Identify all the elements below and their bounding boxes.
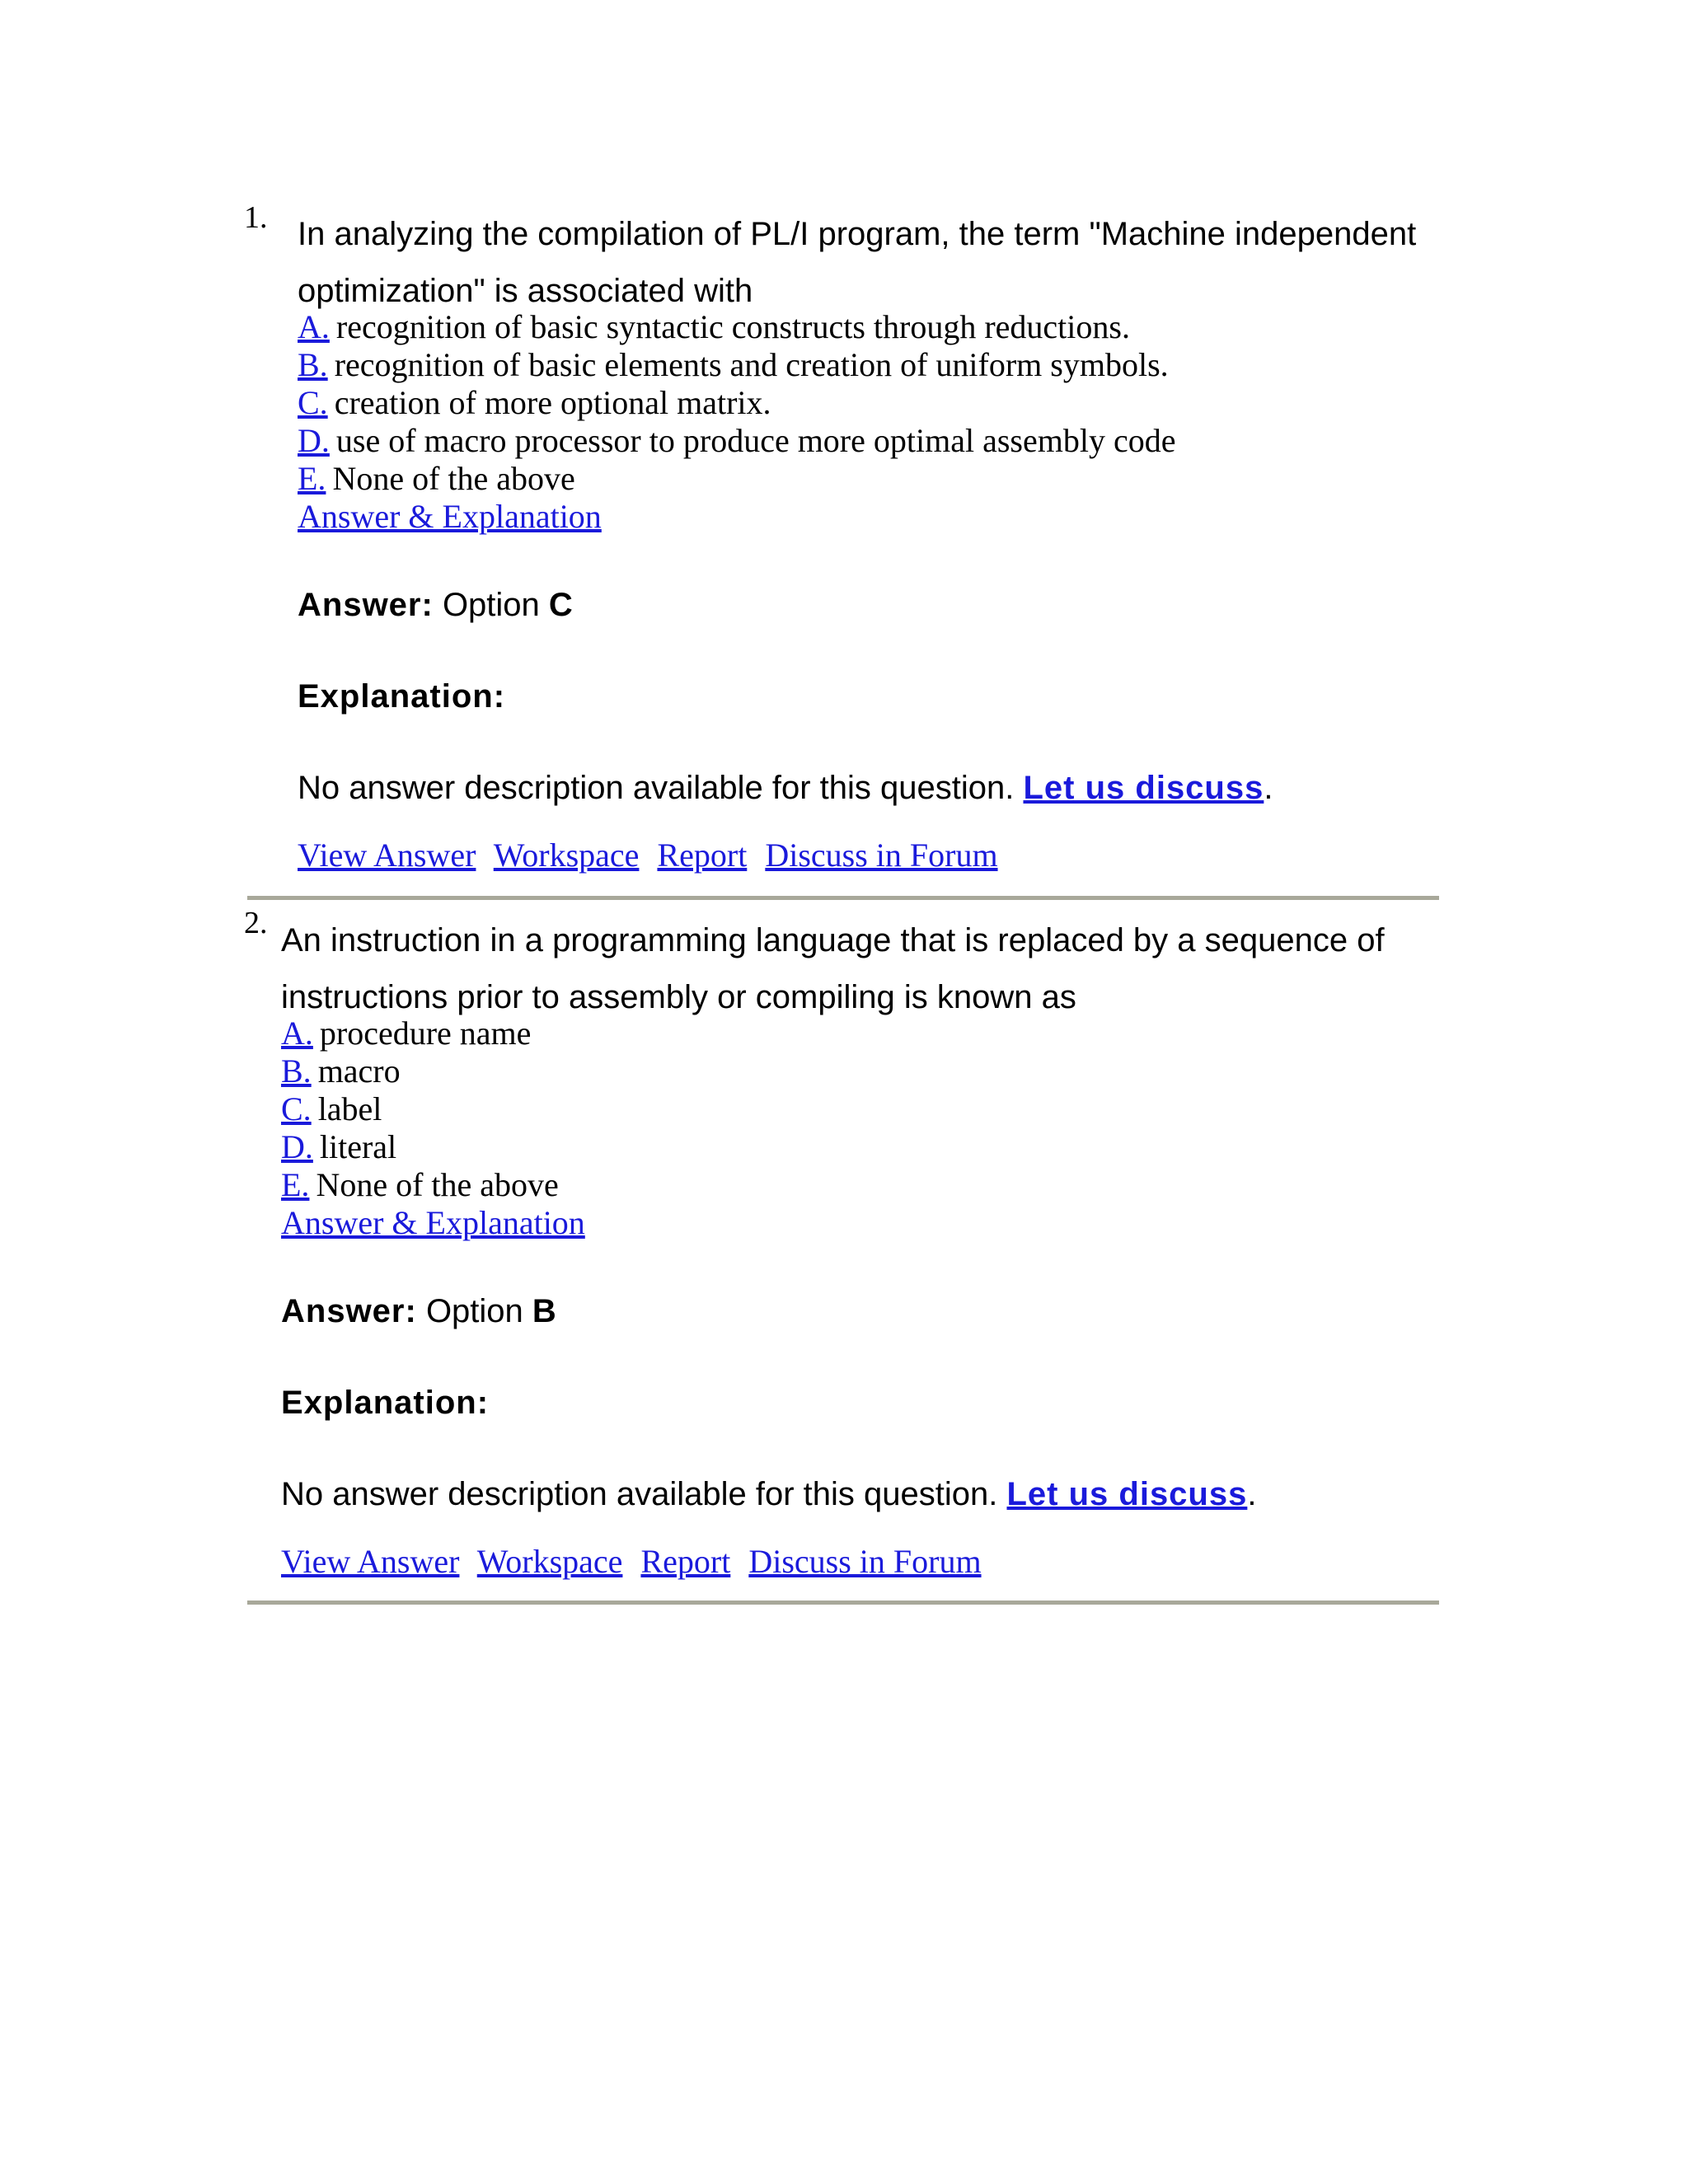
question-block-2 bbox=[281, 912, 1451, 1581]
explanation-label-1: Explanation: bbox=[298, 678, 506, 715]
view-answer-link-1[interactable]: View Answer bbox=[298, 837, 476, 874]
option-1-d bbox=[298, 422, 1451, 460]
option-2-e bbox=[281, 1166, 1451, 1204]
question-text-1-line2: optimization" is associated with bbox=[298, 273, 753, 309]
option-2-c-text: label bbox=[317, 1090, 382, 1127]
view-answer-link-2[interactable]: View Answer bbox=[281, 1543, 460, 1580]
option-2-a-text: procedure name bbox=[319, 1015, 532, 1052]
option-2-b bbox=[281, 1052, 1451, 1090]
discuss-period-2: . bbox=[1247, 1476, 1257, 1512]
answer-value-2: B bbox=[532, 1293, 557, 1329]
explanation-text-row-1 bbox=[298, 770, 1451, 807]
option-2-d-text: literal bbox=[319, 1128, 397, 1165]
option-1-e-text: None of the above bbox=[332, 460, 575, 497]
option-1-a bbox=[298, 308, 1451, 346]
option-1-c-text: creation of more optional matrix. bbox=[334, 384, 771, 421]
question-text-2-line1: An instruction in a programming language that is replaced by a sequence of bbox=[281, 922, 1385, 958]
footer-links-2 bbox=[281, 1543, 1451, 1581]
question-number-1: 1. bbox=[244, 200, 268, 235]
option-1-c-link[interactable]: C. bbox=[298, 384, 328, 421]
question-block-1 bbox=[298, 206, 1451, 874]
discuss-period-1: . bbox=[1264, 770, 1273, 806]
discuss-forum-link-2[interactable]: Discuss in Forum bbox=[748, 1543, 982, 1580]
answer-line-1 bbox=[298, 587, 1451, 624]
workspace-link-2[interactable]: Workspace bbox=[476, 1543, 623, 1580]
answer-prefix-1: Option bbox=[442, 587, 540, 623]
question-text-2 bbox=[281, 912, 1451, 1026]
divider-1 bbox=[247, 896, 1439, 900]
answer-label-1: Answer: bbox=[298, 587, 434, 623]
option-2-d-link[interactable]: D. bbox=[281, 1128, 313, 1165]
option-1-a-link[interactable]: A. bbox=[298, 308, 330, 345]
let-us-discuss-link-1[interactable]: Let us discuss bbox=[1023, 770, 1264, 806]
question-text-1-line1: In analyzing the compilation of PL/I program, the term "Machine independent bbox=[298, 216, 1417, 252]
option-1-d-text: use of macro processor to produce more optimal assembly code bbox=[335, 422, 1176, 459]
option-1-a-text: recognition of basic syntactic constructs through reductions. bbox=[335, 308, 1130, 345]
option-2-e-text: None of the above bbox=[316, 1166, 559, 1203]
answer-toggle-2-row bbox=[281, 1204, 1451, 1242]
option-1-b-text: recognition of basic elements and creation of uniform symbols. bbox=[334, 346, 1169, 383]
divider-2 bbox=[247, 1601, 1439, 1605]
answer-prefix-2: Option bbox=[425, 1293, 523, 1329]
option-2-d bbox=[281, 1128, 1451, 1166]
answer-value-1: C bbox=[548, 587, 574, 623]
option-2-b-text: macro bbox=[317, 1052, 401, 1090]
option-1-d-link[interactable]: D. bbox=[298, 422, 330, 459]
explanation-label-2: Explanation: bbox=[281, 1385, 490, 1421]
question-number-2: 2. bbox=[244, 906, 268, 940]
explanation-text-2: No answer description available for this question. bbox=[281, 1476, 998, 1512]
option-2-c bbox=[281, 1090, 1451, 1128]
options-list-2 bbox=[281, 1015, 1451, 1242]
option-2-e-link[interactable]: E. bbox=[281, 1166, 310, 1203]
option-1-e-link[interactable]: E. bbox=[298, 460, 326, 497]
answer-toggle-1-row bbox=[298, 498, 1451, 536]
answer-explanation-link-1[interactable]: Answer & Explanation bbox=[298, 498, 602, 535]
option-1-b bbox=[298, 346, 1451, 384]
answer-line-2 bbox=[281, 1293, 1451, 1330]
option-2-c-link[interactable]: C. bbox=[281, 1090, 312, 1127]
option-1-b-link[interactable]: B. bbox=[298, 346, 328, 383]
let-us-discuss-link-2[interactable]: Let us discuss bbox=[1006, 1476, 1248, 1512]
report-link-1[interactable]: Report bbox=[657, 837, 748, 874]
question-text-1 bbox=[298, 206, 1451, 320]
options-list-1 bbox=[298, 308, 1451, 536]
option-1-c bbox=[298, 384, 1451, 422]
answer-label-2: Answer: bbox=[281, 1293, 417, 1329]
workspace-link-1[interactable]: Workspace bbox=[493, 837, 640, 874]
option-2-b-link[interactable]: B. bbox=[281, 1052, 312, 1090]
discuss-forum-link-1[interactable]: Discuss in Forum bbox=[765, 837, 998, 874]
option-2-a-link[interactable]: A. bbox=[281, 1015, 313, 1052]
report-link-2[interactable]: Report bbox=[640, 1543, 731, 1580]
answer-explanation-link-2[interactable]: Answer & Explanation bbox=[281, 1204, 585, 1241]
question-text-2-line2: instructions prior to assembly or compiling is known as bbox=[281, 979, 1076, 1015]
footer-links-1 bbox=[298, 837, 1451, 874]
option-1-e bbox=[298, 460, 1451, 498]
explanation-text-row-2 bbox=[281, 1476, 1451, 1513]
explanation-text-1: No answer description available for this question. bbox=[298, 770, 1015, 806]
